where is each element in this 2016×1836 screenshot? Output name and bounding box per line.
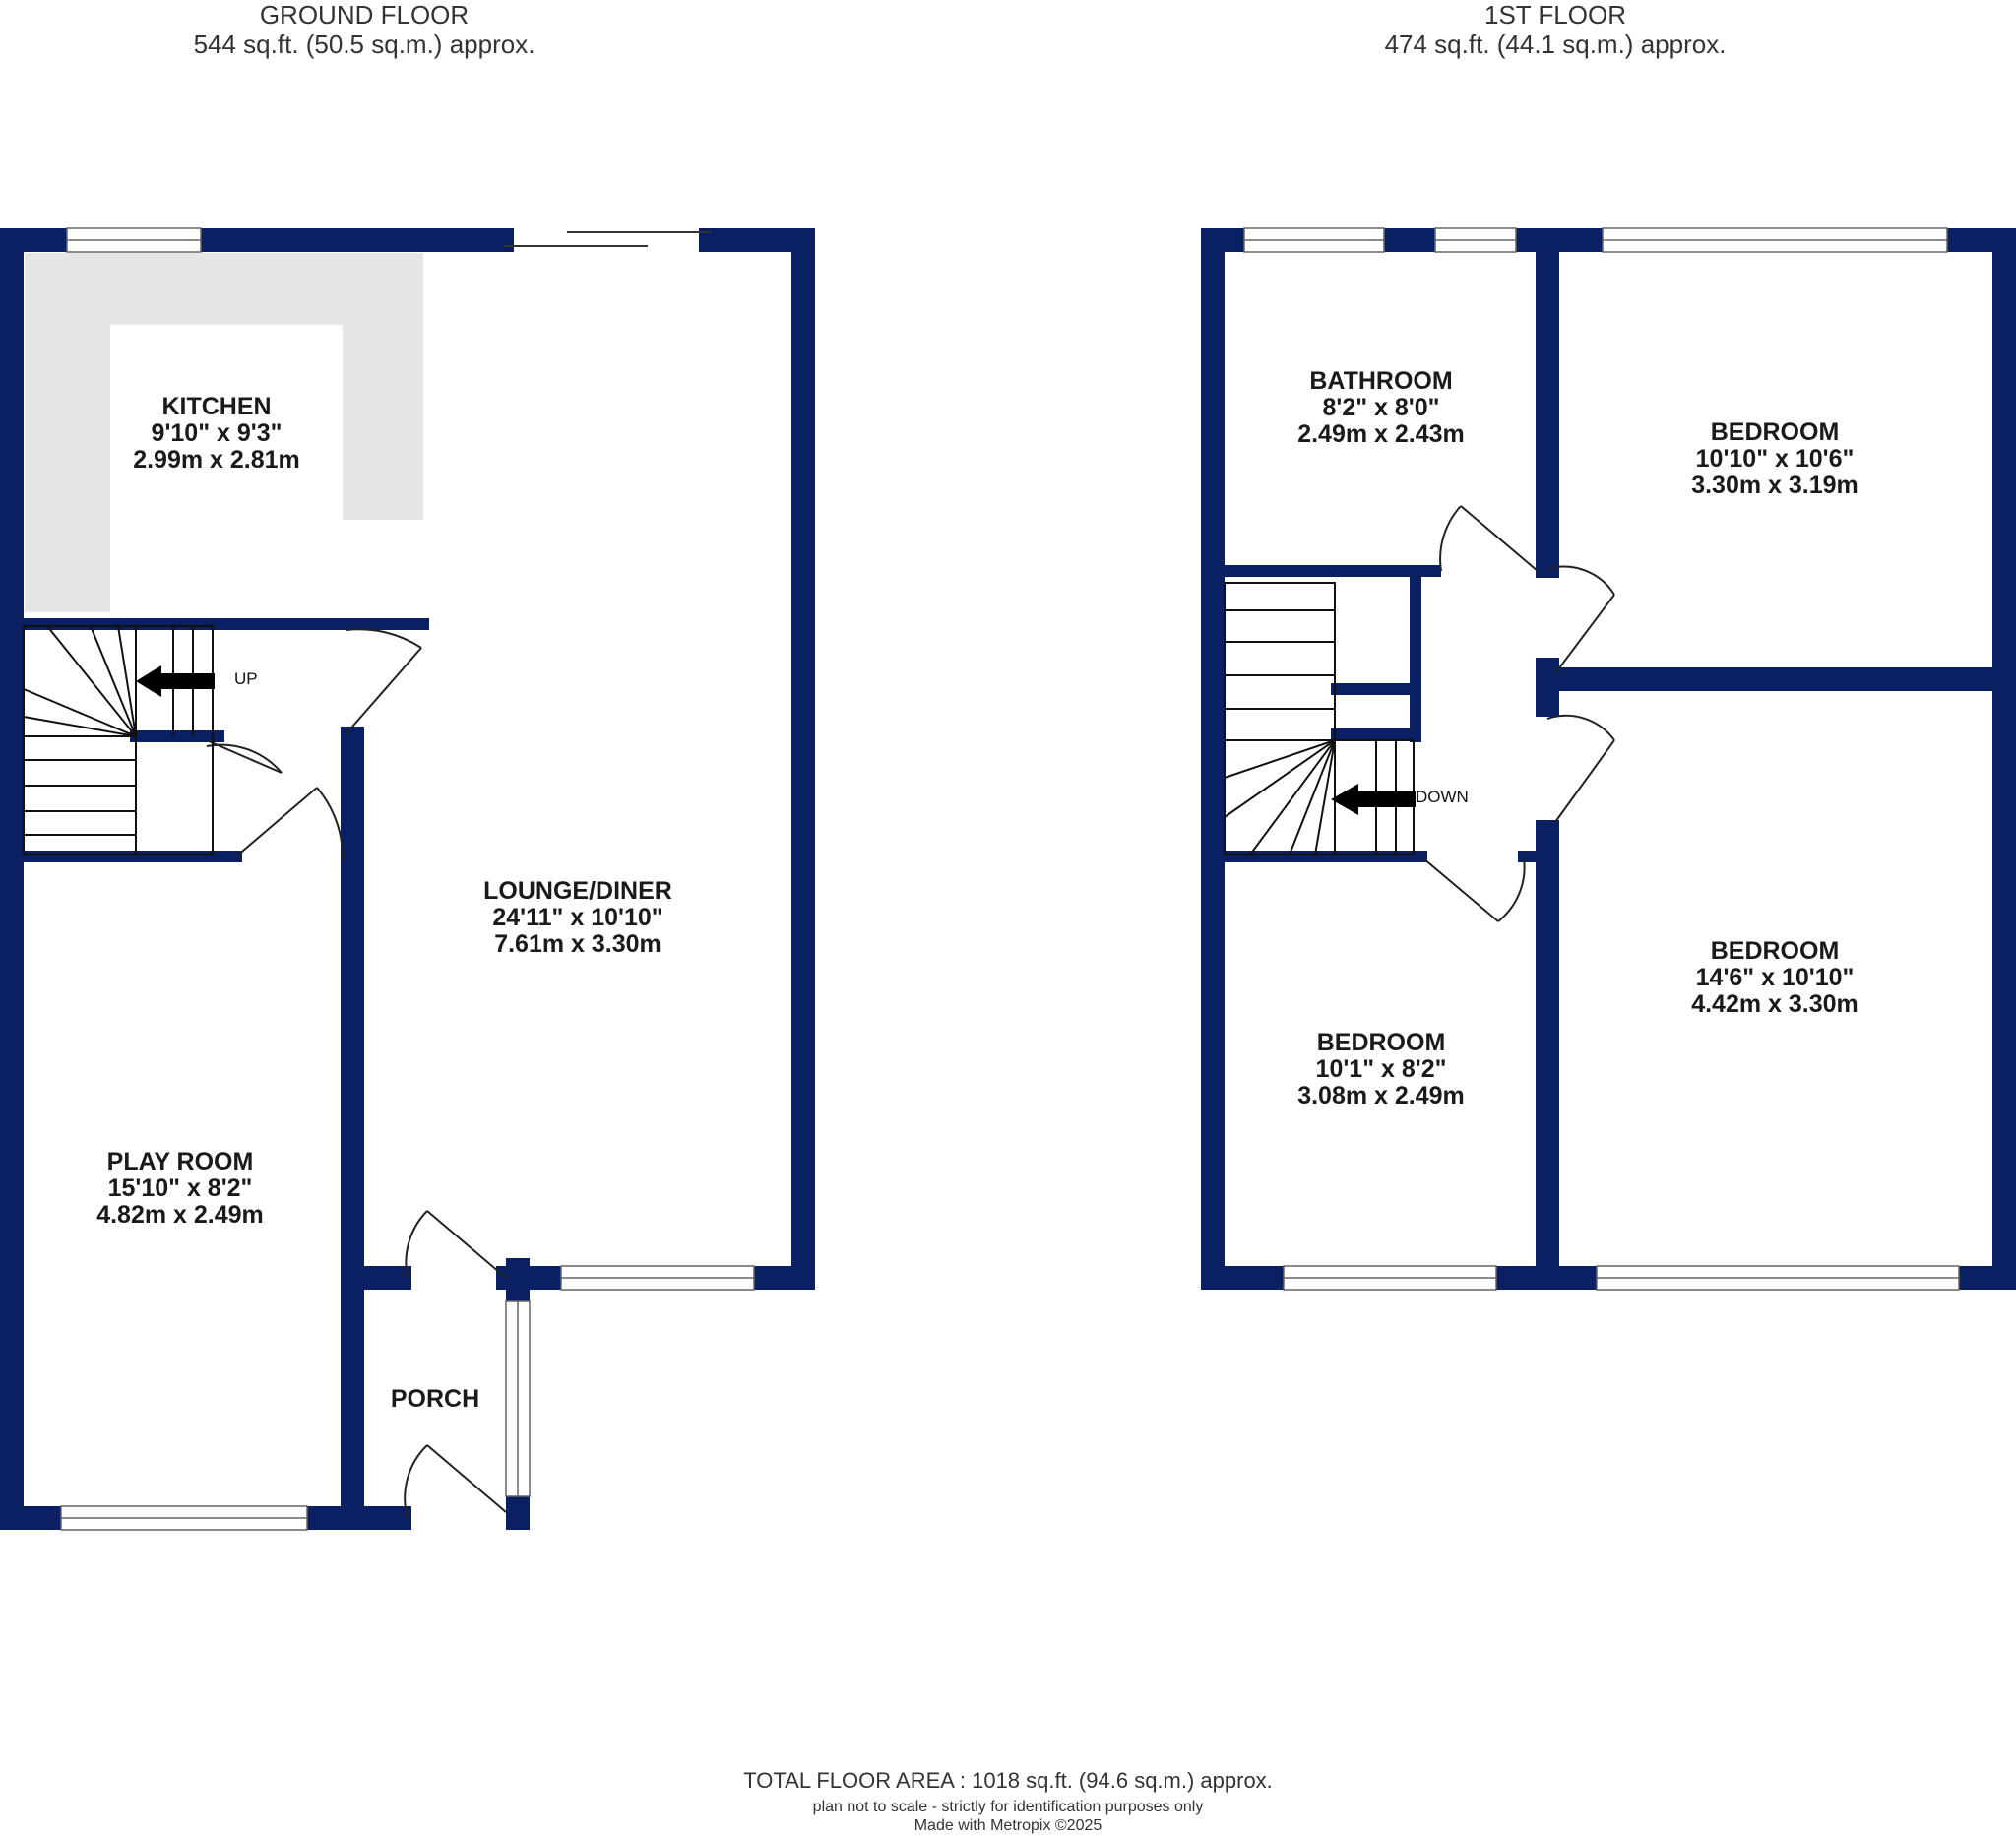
sliding-door (504, 232, 711, 246)
bedroom3-label (1297, 1030, 1465, 1109)
total-floor-area: TOTAL FLOOR AREA : 1018 sq.ft. (94.6 sq.m.) approx. (743, 1768, 1273, 1793)
kitchen-imperial: 9'10" x 9'3" (151, 419, 283, 447)
bedroom1-imperial: 10'10" x 10'6" (1695, 445, 1855, 473)
bedroom3-metric: 3.08m x 2.49m (1297, 1082, 1465, 1109)
door-swings (207, 506, 1614, 1518)
bathroom-name: BATHROOM (1309, 367, 1453, 395)
bedroom2-label (1691, 938, 1858, 1018)
lounge-metric: 7.61m x 3.30m (494, 930, 662, 958)
bedroom2-imperial: 14'6" x 10'10" (1695, 964, 1855, 991)
bathroom-imperial: 8'2" x 8'0" (1322, 394, 1440, 421)
playroom-imperial: 15'10" x 8'2" (107, 1174, 253, 1202)
kitchen-name: KITCHEN (161, 393, 272, 420)
playroom-name: PLAY ROOM (106, 1148, 254, 1175)
kitchen-label (133, 394, 300, 474)
bedroom3-name: BEDROOM (1316, 1029, 1446, 1056)
first-floor-inner-walls (1225, 571, 1536, 856)
first-floor-area: 474 sq.ft. (44.1 sq.m.) approx. (1384, 30, 1727, 59)
bathroom-metric: 2.49m x 2.43m (1297, 420, 1465, 448)
disclaimer: plan not to scale - strictly for identification purposes only (812, 1799, 1204, 1815)
porch-name: PORCH (390, 1385, 480, 1413)
down-arrow (1331, 784, 1416, 815)
bedroom1-name: BEDROOM (1710, 418, 1840, 446)
bedroom2-name: BEDROOM (1710, 937, 1840, 965)
playroom-label (96, 1149, 264, 1229)
credit: Made with Metropix ©2025 (914, 1817, 1102, 1834)
bathroom-label (1297, 368, 1465, 448)
ground-floor-title: GROUND FLOOR (259, 0, 470, 30)
bedroom1-metric: 3.30m x 3.19m (1691, 472, 1858, 499)
lounge-name: LOUNGE/DINER (483, 877, 672, 905)
kitchen-metric: 2.99m x 2.81m (133, 446, 300, 474)
playroom-metric: 4.82m x 2.49m (96, 1201, 264, 1229)
porch-label (391, 1386, 479, 1413)
first-stairs (1225, 583, 1414, 855)
bedroom2-metric: 4.42m x 3.30m (1691, 990, 1858, 1018)
bedroom3-imperial: 10'1" x 8'2" (1315, 1055, 1447, 1083)
lounge-imperial: 24'11" x 10'10" (492, 904, 663, 931)
ground-floor-area: 544 sq.ft. (50.5 sq.m.) approx. (193, 30, 536, 59)
first-floor-title: 1ST FLOOR (1483, 0, 1626, 30)
up-arrow (136, 665, 215, 697)
lounge-label (483, 878, 672, 958)
stairs-down-label: DOWN (1416, 788, 1469, 806)
stairs-up-label: UP (234, 669, 258, 688)
bedroom1-label (1691, 419, 1858, 499)
